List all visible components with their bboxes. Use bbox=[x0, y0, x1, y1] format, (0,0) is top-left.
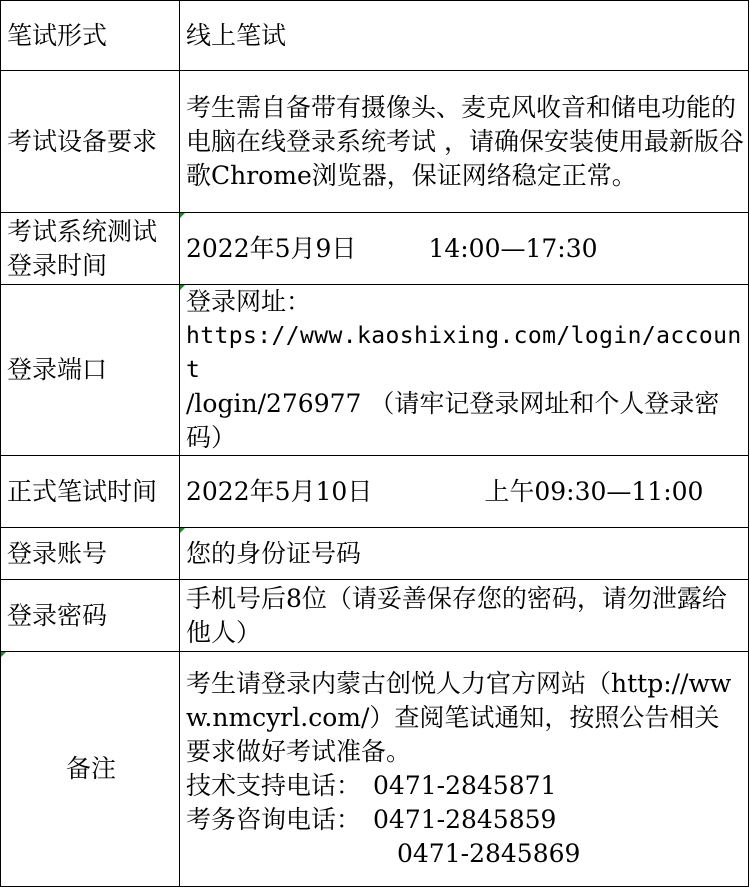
label-login-portal: 登录端口 bbox=[1, 285, 180, 456]
cell-corner-marker bbox=[1, 652, 6, 657]
test-login-time: 14:00—17:30 bbox=[428, 233, 598, 263]
label-equipment-requirements: 考试设备要求 bbox=[1, 71, 180, 213]
label-login-account: 登录账号 bbox=[1, 528, 180, 580]
remarks-website-note: 考生请登录内蒙古创悦人力官方网站（http://www.nmcyrl.com/）查阅笔试通知，按照公告相关要求做好考试准备。 bbox=[186, 669, 732, 766]
consult-phone-number-2: 0471-2845869 bbox=[397, 839, 581, 868]
table-row-login-password bbox=[1, 580, 749, 652]
support-phone-number: 0471-2845871 bbox=[373, 771, 557, 800]
value-login-password: 手机号后8位（请妥善保存您的密码，请勿泄露给他人） bbox=[180, 580, 749, 652]
label-official-exam-time: 正式笔试时间 bbox=[1, 456, 180, 528]
table-row-login-portal bbox=[1, 285, 749, 456]
official-exam-date: 2022年5月10日 bbox=[186, 476, 373, 506]
value-official-exam-time bbox=[180, 456, 749, 528]
table-row-login-account bbox=[1, 528, 749, 580]
cell-corner-marker bbox=[180, 213, 185, 218]
remarks-consult-line-2 bbox=[186, 837, 744, 871]
consult-phone-number-1: 0471-2845859 bbox=[373, 805, 557, 834]
label-exam-format: 笔试形式 bbox=[1, 1, 180, 71]
label-test-login-time: 考试系统测试登录时间 bbox=[1, 213, 180, 285]
login-url-note: /login/276977 （请牢记登录网址和个人登录密码） bbox=[186, 389, 720, 452]
value-equipment-requirements: 考生需自备带有摄像头、麦克风收音和储电功能的电脑在线登录系统考试 ，请确保安装使用最新版谷歌Chrome浏览器，保证网络稳定正常。 bbox=[180, 71, 749, 213]
test-login-date: 2022年5月9日 bbox=[186, 233, 357, 263]
login-url-link[interactable]: https://www.kaoshixing.com/login/account bbox=[186, 323, 742, 383]
support-phone-label: 技术支持电话： bbox=[186, 771, 362, 800]
value-login-portal bbox=[180, 285, 749, 456]
table-row-official-exam-time bbox=[1, 456, 749, 528]
remarks-support-line bbox=[186, 769, 744, 803]
consult-phone-label: 考务咨询电话： bbox=[186, 805, 362, 834]
table-row-test-login-time bbox=[1, 213, 749, 285]
label-remarks bbox=[1, 652, 180, 887]
official-exam-time: 上午09:30—11:00 bbox=[484, 476, 704, 506]
table-row-equipment bbox=[1, 71, 749, 213]
remarks-consult-line bbox=[186, 803, 744, 837]
value-test-login-time bbox=[180, 213, 749, 285]
remarks-label-text: 备注 bbox=[65, 754, 116, 783]
value-remarks bbox=[180, 652, 749, 887]
cell-corner-marker bbox=[180, 528, 185, 533]
login-url-prefix: 登录网址： bbox=[186, 287, 312, 316]
cell-corner-marker bbox=[180, 285, 185, 290]
login-account-text: 您的身份证号码 bbox=[186, 538, 362, 568]
table-row-remarks bbox=[1, 652, 749, 887]
table-row-format bbox=[1, 1, 749, 71]
value-login-account bbox=[180, 528, 749, 580]
value-exam-format: 线上笔试 bbox=[180, 1, 749, 71]
label-login-password: 登录密码 bbox=[1, 580, 180, 652]
